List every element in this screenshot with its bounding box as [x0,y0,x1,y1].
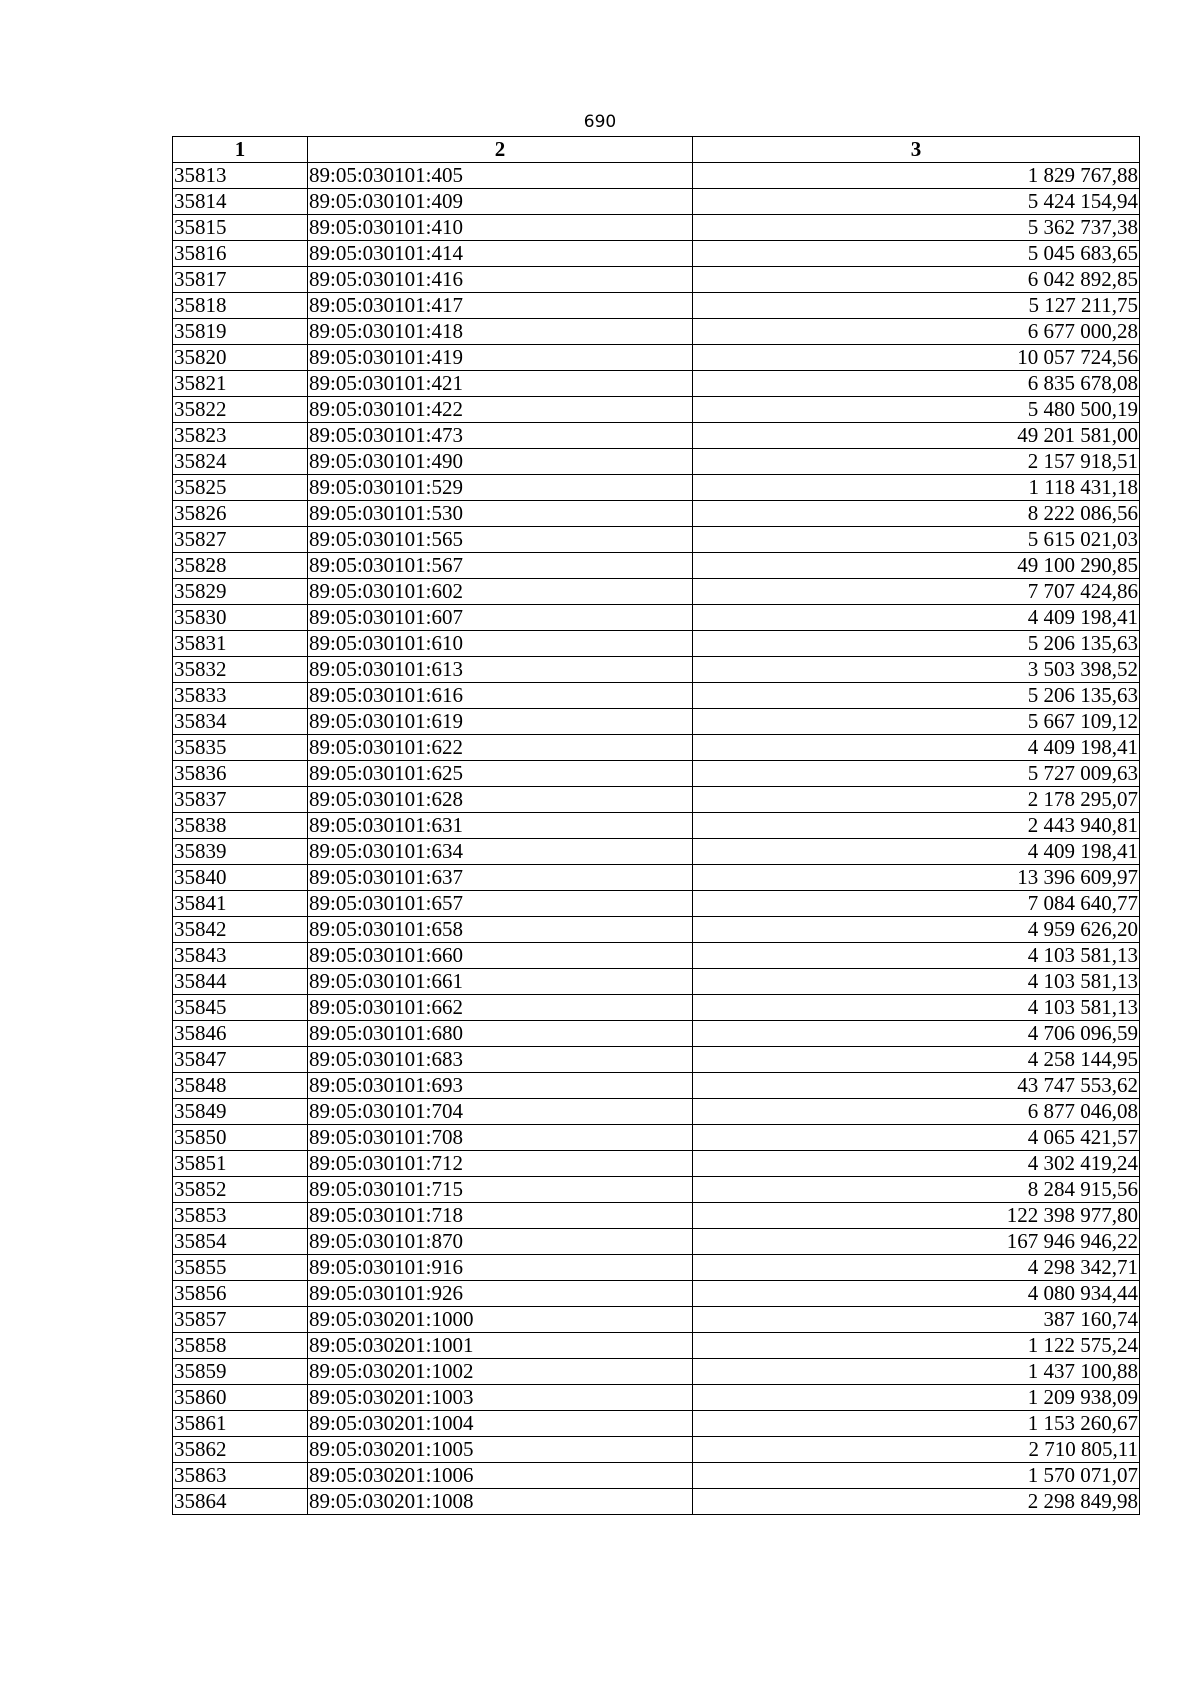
row-number-cell: 35832 [173,657,308,683]
value-cell: 4 103 581,13 [693,943,1140,969]
row-number-cell: 35848 [173,1073,308,1099]
value-cell: 1 829 767,88 [693,163,1140,189]
value-cell: 4 302 419,24 [693,1151,1140,1177]
row-number-cell: 35857 [173,1307,308,1333]
cadastral-number-cell: 89:05:030101:657 [308,891,693,917]
row-number-cell: 35862 [173,1437,308,1463]
value-cell: 4 258 144,95 [693,1047,1140,1073]
value-cell: 4 706 096,59 [693,1021,1140,1047]
table-row [173,839,1140,865]
cadastral-number-cell: 89:05:030201:1001 [308,1333,693,1359]
table-row [173,1099,1140,1125]
value-cell: 167 946 946,22 [693,1229,1140,1255]
cadastral-number-cell: 89:05:030101:419 [308,345,693,371]
row-number-cell: 35859 [173,1359,308,1385]
row-number-cell: 35846 [173,1021,308,1047]
table-row [173,1411,1140,1437]
table-row [173,605,1140,631]
table-row [173,891,1140,917]
row-number-cell: 35837 [173,787,308,813]
row-number-cell: 35817 [173,267,308,293]
value-cell: 5 424 154,94 [693,189,1140,215]
value-cell: 4 103 581,13 [693,969,1140,995]
cadastral-number-cell: 89:05:030101:529 [308,475,693,501]
cadastral-number-cell: 89:05:030101:418 [308,319,693,345]
page-number: 690 [583,112,617,132]
table-row [173,397,1140,423]
row-number-cell: 35839 [173,839,308,865]
row-number-cell: 35844 [173,969,308,995]
value-cell: 5 045 683,65 [693,241,1140,267]
table-row [173,709,1140,735]
row-number-cell: 35836 [173,761,308,787]
cadastral-number-cell: 89:05:030101:704 [308,1099,693,1125]
value-cell: 122 398 977,80 [693,1203,1140,1229]
row-number-cell: 35855 [173,1255,308,1281]
row-number-cell: 35864 [173,1489,308,1515]
cadastral-number-cell: 89:05:030101:410 [308,215,693,241]
value-cell: 6 677 000,28 [693,319,1140,345]
table-row [173,449,1140,475]
table-row [173,813,1140,839]
cadastral-number-cell: 89:05:030101:530 [308,501,693,527]
data-table [172,136,1140,1515]
value-cell: 5 727 009,63 [693,761,1140,787]
row-number-cell: 35854 [173,1229,308,1255]
value-cell: 4 080 934,44 [693,1281,1140,1307]
row-number-cell: 35816 [173,241,308,267]
value-cell: 49 201 581,00 [693,423,1140,449]
row-number-cell: 35845 [173,995,308,1021]
row-number-cell: 35833 [173,683,308,709]
table-row [173,1255,1140,1281]
row-number-cell: 35827 [173,527,308,553]
table-row [173,553,1140,579]
table-row [173,1281,1140,1307]
cadastral-number-cell: 89:05:030101:622 [308,735,693,761]
row-number-cell: 35843 [173,943,308,969]
table-row [173,241,1140,267]
value-cell: 6 042 892,85 [693,267,1140,293]
value-cell: 43 747 553,62 [693,1073,1140,1099]
value-cell: 1 209 938,09 [693,1385,1140,1411]
value-cell: 1 437 100,88 [693,1359,1140,1385]
table-row [173,1307,1140,1333]
row-number-cell: 35850 [173,1125,308,1151]
column-header-3: 3 [693,137,1140,163]
value-cell: 5 127 211,75 [693,293,1140,319]
table-row [173,657,1140,683]
value-cell: 4 409 198,41 [693,839,1140,865]
value-cell: 8 284 915,56 [693,1177,1140,1203]
value-cell: 49 100 290,85 [693,553,1140,579]
table-row [173,319,1140,345]
table-row [173,1177,1140,1203]
row-number-cell: 35851 [173,1151,308,1177]
cadastral-number-cell: 89:05:030101:409 [308,189,693,215]
row-number-cell: 35831 [173,631,308,657]
row-number-cell: 35861 [173,1411,308,1437]
table-row [173,995,1140,1021]
cadastral-number-cell: 89:05:030101:680 [308,1021,693,1047]
cadastral-number-cell: 89:05:030201:1006 [308,1463,693,1489]
cadastral-number-cell: 89:05:030101:613 [308,657,693,683]
table-row [173,293,1140,319]
table-row [173,761,1140,787]
cadastral-number-cell: 89:05:030101:715 [308,1177,693,1203]
value-cell: 4 103 581,13 [693,995,1140,1021]
value-cell: 10 057 724,56 [693,345,1140,371]
value-cell: 7 707 424,86 [693,579,1140,605]
value-cell: 5 480 500,19 [693,397,1140,423]
cadastral-number-cell: 89:05:030101:416 [308,267,693,293]
cadastral-number-cell: 89:05:030101:693 [308,1073,693,1099]
value-cell: 6 877 046,08 [693,1099,1140,1125]
cadastral-number-cell: 89:05:030201:1008 [308,1489,693,1515]
cadastral-number-cell: 89:05:030101:422 [308,397,693,423]
cadastral-number-cell: 89:05:030201:1000 [308,1307,693,1333]
value-cell: 13 396 609,97 [693,865,1140,891]
table-row [173,917,1140,943]
table-row [173,1463,1140,1489]
row-number-cell: 35856 [173,1281,308,1307]
value-cell: 4 959 626,20 [693,917,1140,943]
cadastral-number-cell: 89:05:030101:625 [308,761,693,787]
table-row [173,527,1140,553]
row-number-cell: 35813 [173,163,308,189]
table-row [173,1047,1140,1073]
cadastral-number-cell: 89:05:030101:712 [308,1151,693,1177]
row-number-cell: 35823 [173,423,308,449]
table-row [173,631,1140,657]
value-cell: 2 178 295,07 [693,787,1140,813]
row-number-cell: 35834 [173,709,308,735]
table-row [173,371,1140,397]
cadastral-number-cell: 89:05:030101:602 [308,579,693,605]
row-number-cell: 35820 [173,345,308,371]
table-row [173,735,1140,761]
table-row [173,579,1140,605]
value-cell: 5 362 737,38 [693,215,1140,241]
table-header-row [173,137,1140,163]
value-cell: 1 153 260,67 [693,1411,1140,1437]
value-cell: 8 222 086,56 [693,501,1140,527]
value-cell: 6 835 678,08 [693,371,1140,397]
table-row [173,501,1140,527]
cadastral-number-cell: 89:05:030101:565 [308,527,693,553]
table-row [173,215,1140,241]
row-number-cell: 35849 [173,1099,308,1125]
table-row [173,1073,1140,1099]
table-row [173,1125,1140,1151]
cadastral-number-cell: 89:05:030201:1002 [308,1359,693,1385]
cadastral-number-cell: 89:05:030101:417 [308,293,693,319]
value-cell: 5 667 109,12 [693,709,1140,735]
cadastral-number-cell: 89:05:030101:916 [308,1255,693,1281]
cadastral-number-cell: 89:05:030101:683 [308,1047,693,1073]
cadastral-number-cell: 89:05:030101:607 [308,605,693,631]
value-cell: 1 570 071,07 [693,1463,1140,1489]
cadastral-number-cell: 89:05:030101:490 [308,449,693,475]
row-number-cell: 35847 [173,1047,308,1073]
row-number-cell: 35825 [173,475,308,501]
cadastral-number-cell: 89:05:030101:926 [308,1281,693,1307]
cadastral-number-cell: 89:05:030201:1003 [308,1385,693,1411]
value-cell: 5 615 021,03 [693,527,1140,553]
table-row [173,267,1140,293]
table-row [173,423,1140,449]
table-row [173,865,1140,891]
value-cell: 1 122 575,24 [693,1333,1140,1359]
cadastral-number-cell: 89:05:030101:421 [308,371,693,397]
cadastral-number-cell: 89:05:030101:473 [308,423,693,449]
cadastral-number-cell: 89:05:030101:662 [308,995,693,1021]
table-row [173,1489,1140,1515]
cadastral-number-cell: 89:05:030101:567 [308,553,693,579]
table-row [173,345,1140,371]
row-number-cell: 35830 [173,605,308,631]
row-number-cell: 35852 [173,1177,308,1203]
value-cell: 7 084 640,77 [693,891,1140,917]
row-number-cell: 35828 [173,553,308,579]
row-number-cell: 35818 [173,293,308,319]
cadastral-number-cell: 89:05:030101:628 [308,787,693,813]
value-cell: 2 298 849,98 [693,1489,1140,1515]
table-row [173,475,1140,501]
cadastral-number-cell: 89:05:030101:661 [308,969,693,995]
value-cell: 3 503 398,52 [693,657,1140,683]
cadastral-number-cell: 89:05:030101:660 [308,943,693,969]
cadastral-number-cell: 89:05:030101:405 [308,163,693,189]
table-row [173,1437,1140,1463]
value-cell: 4 298 342,71 [693,1255,1140,1281]
value-cell: 387 160,74 [693,1307,1140,1333]
value-cell: 1 118 431,18 [693,475,1140,501]
value-cell: 4 409 198,41 [693,735,1140,761]
row-number-cell: 35819 [173,319,308,345]
cadastral-number-cell: 89:05:030101:610 [308,631,693,657]
row-number-cell: 35815 [173,215,308,241]
table-row [173,1385,1140,1411]
row-number-cell: 35840 [173,865,308,891]
table-row [173,943,1140,969]
row-number-cell: 35841 [173,891,308,917]
cadastral-number-cell: 89:05:030101:658 [308,917,693,943]
table-row [173,969,1140,995]
value-cell: 2 443 940,81 [693,813,1140,839]
row-number-cell: 35829 [173,579,308,605]
row-number-cell: 35853 [173,1203,308,1229]
cadastral-number-cell: 89:05:030201:1004 [308,1411,693,1437]
cadastral-number-cell: 89:05:030101:870 [308,1229,693,1255]
table-row [173,1203,1140,1229]
row-number-cell: 35822 [173,397,308,423]
cadastral-number-cell: 89:05:030101:616 [308,683,693,709]
row-number-cell: 35863 [173,1463,308,1489]
table-row [173,1021,1140,1047]
value-cell: 4 409 198,41 [693,605,1140,631]
row-number-cell: 35858 [173,1333,308,1359]
row-number-cell: 35826 [173,501,308,527]
row-number-cell: 35842 [173,917,308,943]
table-row [173,1359,1140,1385]
cadastral-number-cell: 89:05:030101:631 [308,813,693,839]
value-cell: 5 206 135,63 [693,631,1140,657]
row-number-cell: 35860 [173,1385,308,1411]
cadastral-number-cell: 89:05:030101:637 [308,865,693,891]
table-row [173,787,1140,813]
row-number-cell: 35824 [173,449,308,475]
cadastral-number-cell: 89:05:030101:718 [308,1203,693,1229]
table-row [173,163,1140,189]
cadastral-number-cell: 89:05:030201:1005 [308,1437,693,1463]
row-number-cell: 35838 [173,813,308,839]
table-row [173,1151,1140,1177]
cadastral-number-cell: 89:05:030101:708 [308,1125,693,1151]
cadastral-number-cell: 89:05:030101:414 [308,241,693,267]
row-number-cell: 35821 [173,371,308,397]
value-cell: 4 065 421,57 [693,1125,1140,1151]
row-number-cell: 35835 [173,735,308,761]
column-header-2: 2 [308,137,693,163]
column-header-1: 1 [173,137,308,163]
cadastral-number-cell: 89:05:030101:634 [308,839,693,865]
row-number-cell: 35814 [173,189,308,215]
table-row [173,1333,1140,1359]
cadastral-number-cell: 89:05:030101:619 [308,709,693,735]
table-row [173,683,1140,709]
value-cell: 2 157 918,51 [693,449,1140,475]
value-cell: 2 710 805,11 [693,1437,1140,1463]
table-row [173,189,1140,215]
table-row [173,1229,1140,1255]
value-cell: 5 206 135,63 [693,683,1140,709]
